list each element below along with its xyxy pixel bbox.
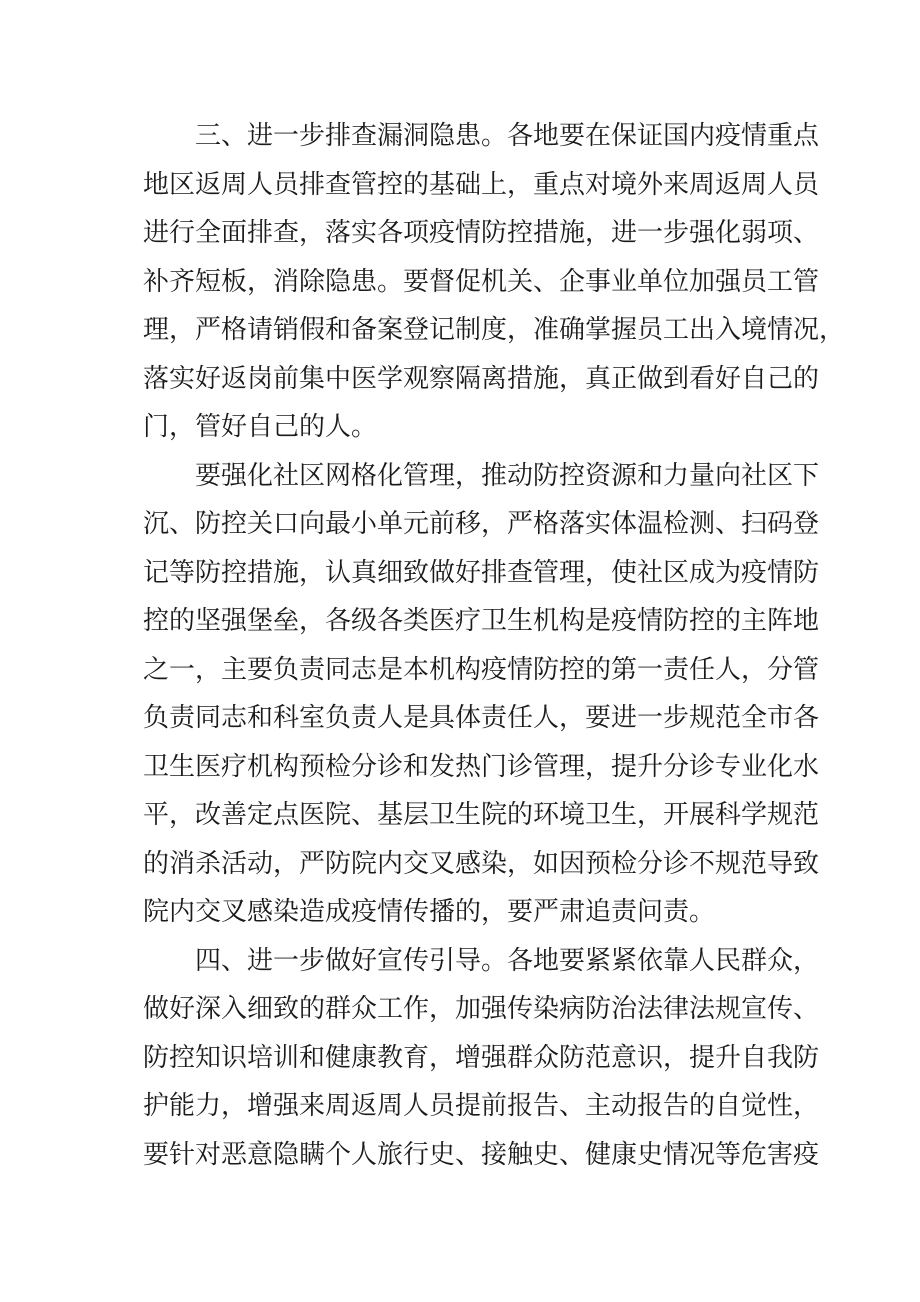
text-line: 的消杀活动，严防院内交叉感染，如因预检分诊不规范导致 [143,848,820,879]
text-line: 地区返周人员排查管控的基础上，重点对境外来周返周人员 [143,169,820,200]
document-body [143,112,846,1179]
text-line: 补齐短板，消除隐患。要督促机关、企事业单位加强员工管 [143,266,820,297]
text-line: 落实好返岗前集中医学观察隔离措施，真正做到看好自己的 [143,363,820,394]
text-line: 沉、防控关口向最小单元前移，严格落实体温检测、扫码登 [143,509,820,539]
text-line: 理，严格请销假和备案登记制度，准确掌握员工出入境情况， [143,315,846,345]
text-line: 平，改善定点医院、基层卫生院的环境卫生，开展科学规范 [143,800,820,830]
text-line: 四、进一步做好宣传引导。各地要紧紧依靠人民群众， [195,945,820,976]
text-line: 记等防控措施，认真细致做好排查管理，使社区成为疫情防 [143,557,820,588]
paragraph-3 [143,937,820,1180]
text-line: 要针对恶意隐瞒个人旅行史、接触史、健康史情况等危害疫 [143,1139,820,1170]
text-line: 院内交叉感染造成疫情传播的，要严肃追责问责。 [143,897,716,927]
text-line: 护能力，增强来周返周人员提前报告、主动报告的自觉性， [143,1091,820,1121]
text-line: 之一，主要负责同志是本机构疫情防控的第一责任人，分管 [143,654,820,685]
text-line: 进行全面排查，落实各项疫情防控措施，进一步强化弱项、 [143,218,820,248]
text-line: 三、进一步排查漏洞隐患。各地要在保证国内疫情重点 [195,121,820,151]
text-line: 负责同志和科室负责人是具体责任人，要进一步规范全市各 [143,703,820,733]
paragraph-2 [143,452,820,937]
text-line: 防控知识培训和健康教育，增强群众防范意识，提升自我防 [143,1042,820,1073]
text-line: 门，管好自己的人。 [143,412,378,442]
text-line: 卫生医疗机构预检分诊和发热门诊管理，提升分诊专业化水 [143,751,820,782]
text-line: 要强化社区网格化管理，推动防控资源和力量向社区下 [195,460,820,491]
text-line: 控的坚强堡垒，各级各类医疗卫生机构是疫情防控的主阵地 [143,606,820,636]
paragraph-1 [143,112,846,452]
text-line: 做好深入细致的群众工作，加强传染病防治法律法规宣传、 [143,994,820,1024]
